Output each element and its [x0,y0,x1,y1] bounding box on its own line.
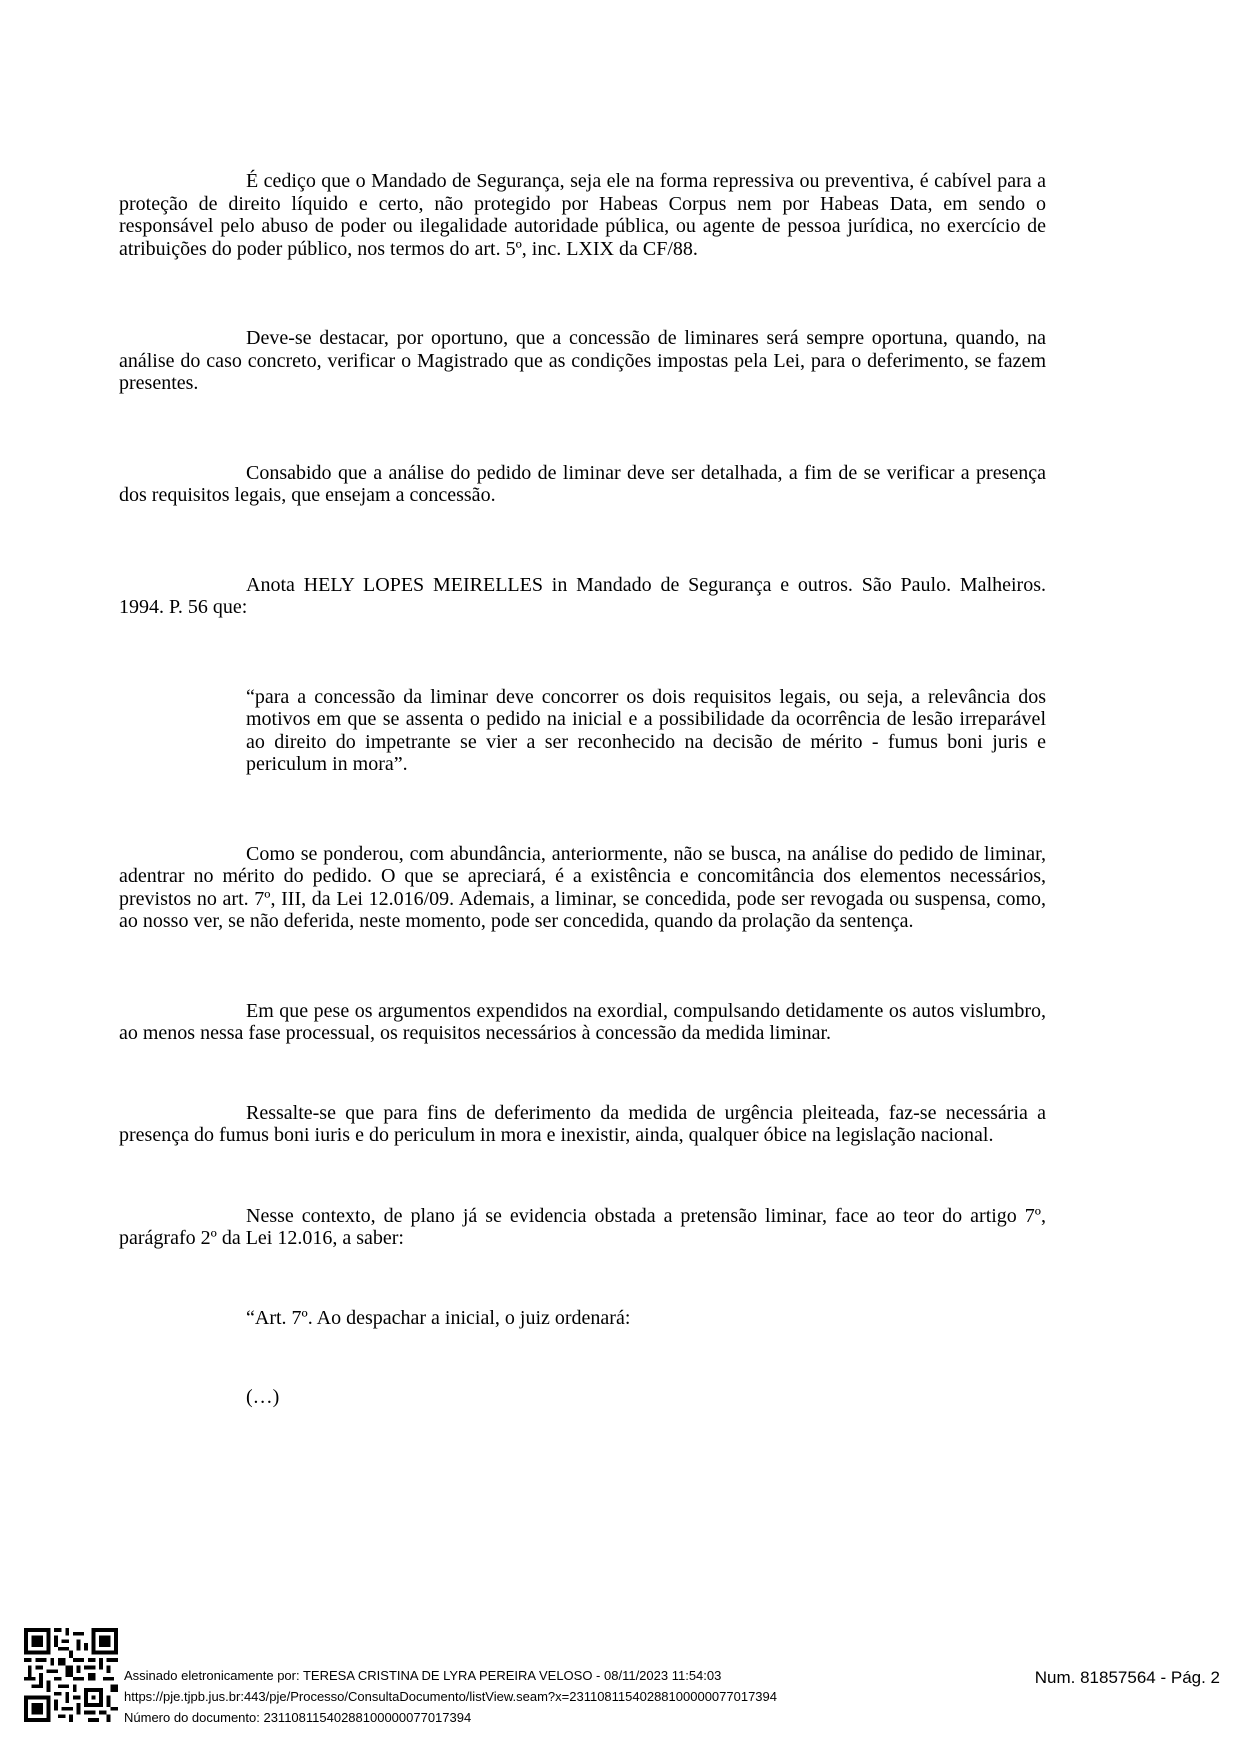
paragraph-mandado-seguranca: É cediço que o Mandado de Segurança, seja ele na forma repressiva ou preventiva, é cabível para a proteção de direito líquido e certo, não protegido por Habeas Corpus nem por Habeas Data, em sendo o responsável pelo abuso de poder ou ilegalidade autoridade pública, ou agente de pessoa jurídica, no exercício de atribuições do poder público, nos termos do art. 5º, inc. LXIX da CF/88. [119,170,1046,260]
block-quote-ellipsis: (…) [246,1386,280,1408]
document-number: Número do documento: 23110811540288100000077017394 [124,1710,472,1725]
paragraph-hely-lopes: Anota HELY LOPES MEIRELLES in Mandado de Segurança e outros. São Paulo. Malheiros. 1994. P. 56 que: [119,573,1046,618]
paragraph-contexto: Nesse contexto, de plano já se evidencia obstada a pretensão liminar, face ao teor do artigo 7º, parágrafo 2º da Lei 12.016, a saber: [119,1204,1046,1249]
paragraph-ressalte: Ressalte-se que para fins de deferimento da medida de urgência pleiteada, faz-se necessária a presença do fumus boni iuris e do periculum in mora e inexistir, ainda, qualquer óbice na legislação nacional. [119,1101,1046,1146]
paragraph-argumentos: Em que pese os argumentos expendidos na exordial, compulsando detidamente os autos vislumbro, ao menos nessa fase processual, os requisitos necessários à concessão da medida liminar. [119,999,1046,1044]
signed-by-text: Assinado eletronicamente por: TERESA CRISTINA DE LYRA PEREIRA VELOSO - 08/11/2023 11:54:03 [124,1668,722,1683]
paragraph-analise-pedido: Consabido que a análise do pedido de liminar deve ser detalhada, a fim de se verificar a presença dos requisitos legais, que ensejam a concessão. [119,461,1046,506]
paragraph-ponderou: Como se ponderou, com abundância, anteriormente, não se busca, na análise do pedido de liminar, adentrar no mérito do pedido. O que se apreciará, é a existência e concomitância dos elementos necessários, previstos no art. 7º, III, da Lei 12.016/09. Ademais, a liminar, se concedida, pode ser revogada ou suspensa, como, ao nosso ver, se não deferida, neste momento, pode ser concedida, quando da prolação da sentença. [119,842,1046,932]
document-body [119,170,1046,1409]
block-quote-requisitos: “para a concessão da liminar deve concorrer os dois requisitos legais, ou seja, a relevância dos motivos em que se assenta o pedido na inicial e a possibilidade da ocorrência de lesão irreparável ao direito do impetrante se vier a ser reconhecido na decisão de mérito - fumus boni juris e periculum in mora”. [246,685,1046,775]
qr-code [24,1628,118,1722]
paragraph-concessao-liminares: Deve-se destacar, por oportuno, que a concessão de liminares será sempre oportuna, quando, na análise do caso concreto, verificar o Magistrado que as condições impostas pela Lei, para o deferimento, se fazem presentes. [119,327,1046,394]
document-url[interactable]: https://pje.tjpb.jus.br:443/pje/Processo/ConsultaDocumento/listView.seam?x=23110811540288100000077017394 [124,1689,777,1704]
block-quote-art7: “Art. 7º. Ao despachar a inicial, o juiz ordenará: [246,1306,631,1329]
page-number: Num. 81857564 - Pág. 2 [1034,1668,1220,1687]
signature-footer [124,1665,884,1728]
